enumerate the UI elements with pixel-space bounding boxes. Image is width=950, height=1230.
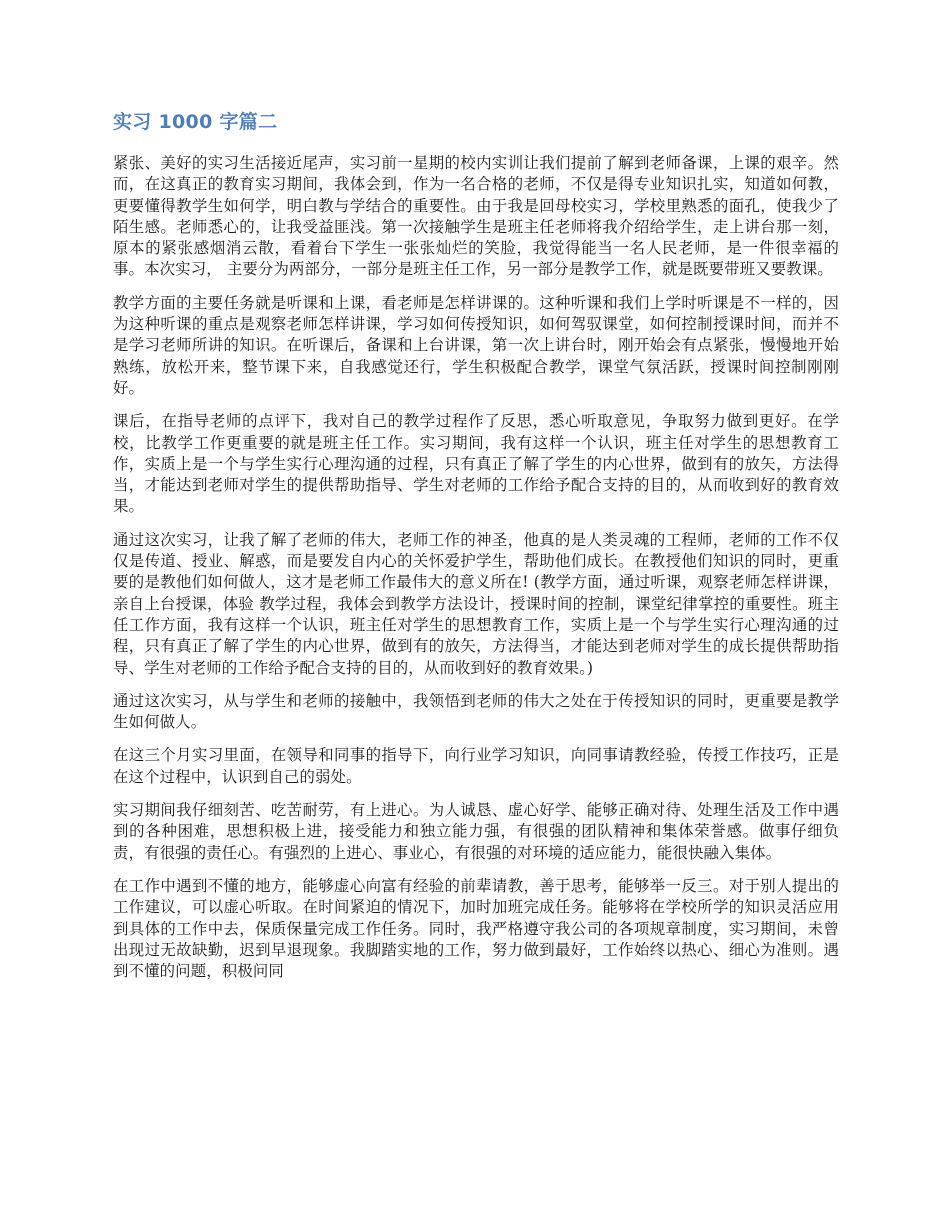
document-page [113, 108, 839, 994]
paragraph-1: 紧张、美好的实习生活接近尾声，实习前一星期的校内实训让我们提前了解到老师备课，上课的艰辛。然而，在这真正的教育实习期间，我体会到，作为一名合格的老师，不仅是得专业知识扎实，知道如何教，更要懂得教学生如何学，明白教与学结合的重要性。由于我是回母校实习，学校里熟悉的面孔，使我少了陌生感。老师悉心的，让我受益匪浅。第一次接触学生是班主任老师将我介绍给学生，走上讲台那一刻，原本的紧张感烟消云散，看着台下学生一张张灿烂的笑脸，我觉得能当一名人民老师，是一件很幸福的事。本次实习， 主要分为两部分，一部分是班主任工作，另一部分是教学工作，就是既要带班又要教课。 [113, 154, 839, 279]
paragraph-6: 在这三个月实习里面，在领导和同事的指导下，向行业学习知识，向同事请教经验，传授工作技巧，正是在这个过程中，认识到自己的弱处。 [113, 746, 839, 786]
paragraph-7: 实习期间我仔细刻苦、吃苦耐劳，有上进心。为人诚恳、虚心好学、能够正确对待、处理生活及工作中遇到的各种困难，思想积极上进，接受能力和独立能力强，有很强的团队精神和集体荣誉感。做事仔细负责，有很强的责任心。有强烈的上进心、事业心，有很强的对环境的适应能力，能很快融入集体。 [113, 801, 839, 862]
paragraph-4: 通过这次实习，让我了解了老师的伟大，老师工作的神圣，他真的是人类灵魂的工程师，老师的工作不仅仅是传道、授业、解惑，而是要发自内心的关怀爱护学生，帮助他们成长。在教授他们知识的同时，更重要的是教他们如何做人，这才是老师工作最伟大的意义所在! (教学方面，通过听课，观察老师怎样讲课，亲自上台授课，体验 教学过程，我体会到教学方法设计，授课时间的控制，课堂纪律掌控的重要性。班主任工作方面，我有这样一个认识，班主任对学生的思想教育工作，实质上是一个与学生实行心理沟通的过程，只有真正了解了学生的内心世界，做到有的放矢，方法得当，才能达到老师对学生的成长提供帮助指导、学生对老师的工作给予配合支持的目的，从而收到好的教育效果。) [113, 530, 839, 677]
paragraph-3: 课后，在指导老师的点评下，我对自己的教学过程作了反思，悉心听取意见，争取努力做到更好。在学校，比教学工作更重要的就是班主任工作。实习期间，我有这样一个认识，班主任对学生的思想教育工作，实质上是一个与学生实行心理沟通的过程，只有真正了解了学生的内心世界，做到有的放矢，方法得当，才能达到老师对学生的提供帮助指导、学生对老师的工作给予配合支持的目的，从而收到好的教育效果。 [113, 412, 839, 516]
paragraph-8: 在工作中遇到不懂的地方，能够虚心向富有经验的前辈请教，善于思考，能够举一反三。对于别人提出的工作建议，可以虚心听取。在时间紧迫的情况下，加时加班完成任务。能够将在学校所学的知识灵活应用到具体的工作中去，保质保量完成工作任务。同时，我严格遵守我公司的各项规章制度，实习期间，未曾出现过无故缺勤，迟到早退现象。我脚踏实地的工作，努力做到最好，工作始终以热心、细心为准则。遇到不懂的问题，积极问同 [113, 876, 839, 981]
document-title: 实习 1000 字篇二 [113, 111, 278, 133]
paragraph-2: 教学方面的主要任务就是听课和上课，看老师是怎样讲课的。这种听课和我们上学时听课是不一样的，因为这种听课的重点是观察老师怎样讲课，学习如何传授知识，如何驾驭课堂，如何控制授课时间，而并不是学习老师所讲的知识。在听课后，备课和上台讲课，第一次上讲台时，刚开始会有点紧张，慢慢地开始熟练，放松开来，整节课下来，自我感觉还行，学生积极配合教学，课堂气氛活跃，授课时间控制刚刚好。 [113, 293, 839, 397]
paragraph-5: 通过这次实习，从与学生和老师的接触中，我领悟到老师的伟大之处在于传授知识的同时，更重要是教学生如何做人。 [113, 691, 839, 732]
